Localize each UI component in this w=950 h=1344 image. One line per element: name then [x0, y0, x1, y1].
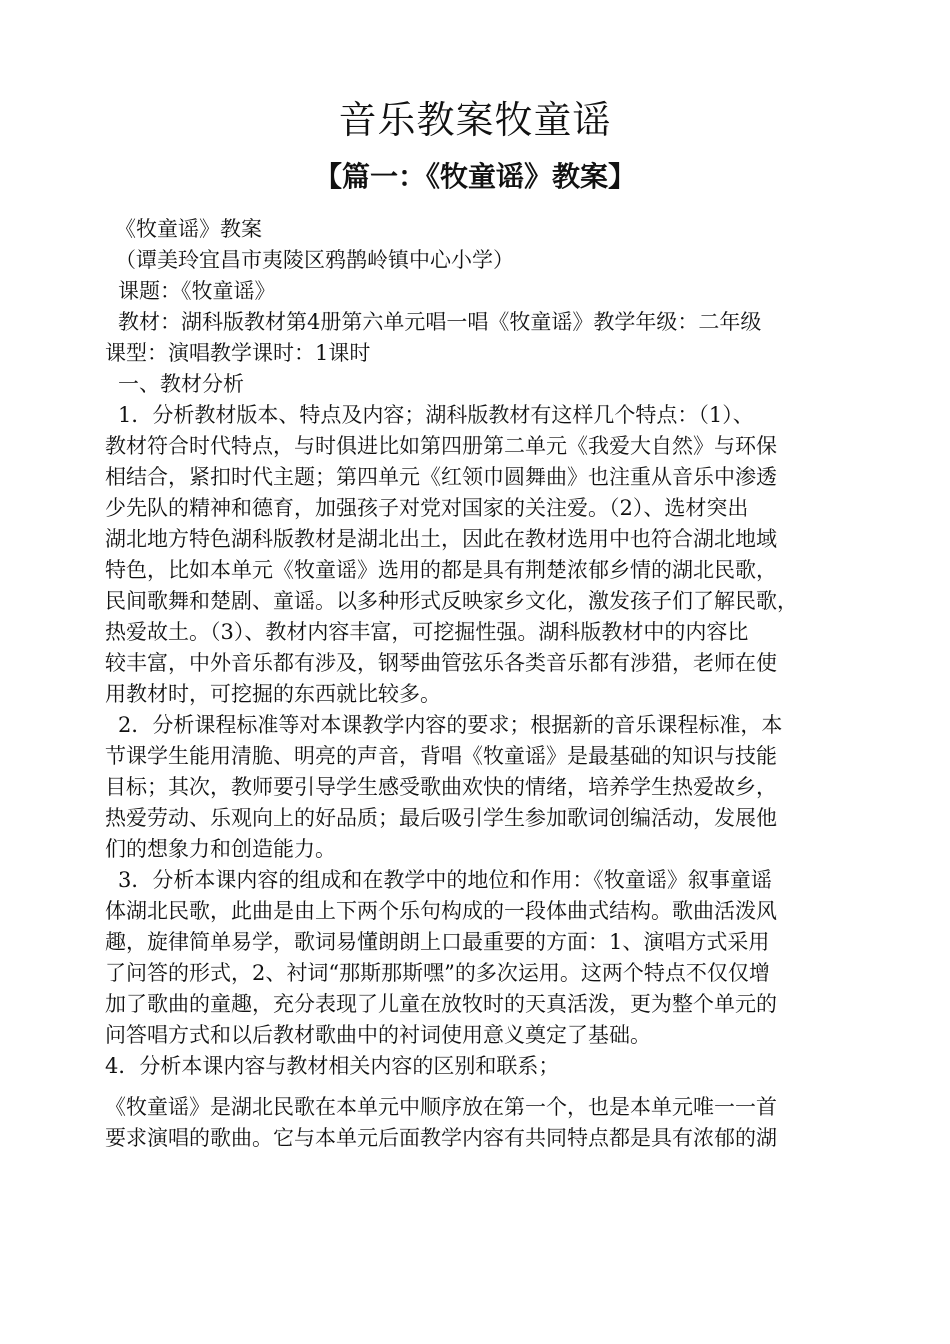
text-line: 问答唱方式和以后教材歌曲中的衬词使用意义奠定了基础。	[105, 1023, 651, 1047]
text-line: 较丰富，中外音乐都有涉及，钢琴曲管弦乐各类音乐都有涉猎，老师在使	[105, 651, 777, 675]
text-line: 课题：《牧童谣》	[118, 279, 276, 303]
text-line: 课型：演唱教学课时：1课时	[105, 341, 371, 365]
text-line: 民间歌舞和楚剧、童谣。以多种形式反映家乡文化，激发孩子们了解民歌，	[105, 589, 798, 613]
text-line: 趣，旋律简单易学，歌词易懂朗朗上口最重要的方面：1、演唱方式采用	[105, 930, 770, 954]
text-line: 相结合，紧扣时代主题；第四单元《红领巾圆舞曲》也注重从音乐中渗透	[105, 465, 777, 489]
document-title: 音乐教案牧童谣	[338, 98, 612, 142]
text-line: 教材：湖科版教材第4册第六单元唱一唱《牧童谣》教学年级：二年级	[118, 310, 762, 334]
text-line: 《牧童谣》是湖北民歌在本单元中顺序放在第一个，也是本单元唯一一首	[105, 1095, 777, 1119]
text-line: 《牧童谣》教案	[115, 217, 262, 241]
text-line: 热爱故土。（3）、教材内容丰富，可挖掘性强。湖科版教材中的内容比	[105, 620, 749, 644]
paragraph-gap	[105, 1082, 865, 1092]
text-line: 体湖北民歌，此曲是由上下两个乐句构成的一段体曲式结构。歌曲活泼风	[105, 899, 777, 923]
text-line: 特色，比如本单元《牧童谣》选用的都是具有荆楚浓郁乡情的湖北民歌，	[105, 558, 777, 582]
text-line: 湖北地方特色湖科版教材是湖北出土，因此在教材选用中也符合湖北地域	[105, 527, 777, 551]
text-line: 3．分析本课内容的组成和在教学中的地位和作用：《牧童谣》叙事童谣	[118, 868, 772, 892]
text-line: 目标；其次，教师要引导学生感受歌曲欢快的情绪，培养学生热爱故乡，	[105, 775, 777, 799]
text-line: （谭美玲宜昌市夷陵区鸦鹊岭镇中心小学）	[115, 248, 514, 272]
text-line: 用教材时，可挖掘的东西就比较多。	[105, 682, 441, 706]
text-line: 要求演唱的歌曲。它与本单元后面教学内容有共同特点都是具有浓郁的湖	[105, 1126, 777, 1150]
text-line: 一、教材分析	[118, 372, 244, 396]
text-line: 节课学生能用清脆、明亮的声音，背唱《牧童谣》是最基础的知识与技能	[105, 744, 777, 768]
text-line: 加了歌曲的童趣，充分表现了儿童在放牧时的天真活泼，更为整个单元的	[105, 992, 777, 1016]
document-body	[105, 214, 865, 1154]
text-line: 1．分析教材版本、特点及内容；湖科版教材有这样几个特点：（1）、	[118, 403, 754, 427]
document-subtitle: 【篇一：《牧童谣》教案】	[313, 160, 636, 193]
text-line: 热爱劳动、乐观向上的好品质；最后吸引学生参加歌词创编活动，发展他	[105, 806, 777, 830]
text-line: 教材符合时代特点，与时俱进比如第四册第二单元《我爱大自然》与环保	[105, 434, 777, 458]
text-line: 了问答的形式，2、衬词“那斯那斯嘿”的多次运用。这两个特点不仅仅增	[105, 961, 770, 985]
text-line: 2．分析课程标准等对本课教学内容的要求；根据新的音乐课程标准，本	[118, 713, 783, 737]
text-line: 4．分析本课内容与教材相关内容的区别和联系；	[105, 1054, 560, 1078]
text-line: 们的想象力和创造能力。	[105, 837, 336, 861]
text-line: 少先队的精神和德育，加强孩子对党对国家的关注爱。（2）、选材突出	[105, 496, 749, 520]
